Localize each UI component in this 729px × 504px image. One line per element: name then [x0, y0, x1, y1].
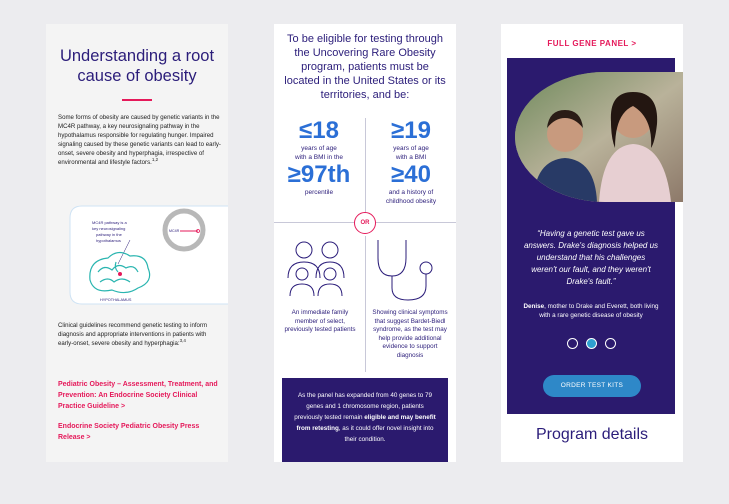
eligibility-panel	[274, 24, 456, 462]
intro-paragraph	[58, 113, 222, 167]
age-under-18-stat: ≤18	[299, 117, 339, 144]
bmi-40-stat: ≥40	[391, 161, 431, 188]
svg-text:pathway in the: pathway in the	[96, 232, 122, 237]
or-badge: OR	[354, 212, 376, 234]
panel-title: Understanding a root cause of obesity	[59, 47, 215, 85]
intro-citation: 1,2	[151, 156, 159, 162]
obesity-cause-panel	[46, 24, 228, 462]
testimonial-attribution: Denise, mother to Drake and Everett, both living with a rare genetic disease of obesity	[523, 303, 659, 319]
or-divider-left	[274, 222, 354, 223]
svg-text:hypothalamus: hypothalamus	[96, 238, 121, 243]
guidelines-citation: 3,4	[179, 337, 186, 343]
pediatric-criteria: ≤18 years of age with a BMI in the ≥97th percentile	[274, 118, 364, 197]
bardet-biedl-caption: Showing clinical symptoms that suggest Bardet-Biedl syndrome, as the test may help provide additional evidence to support diagnosis	[372, 309, 448, 359]
chevron-right-icon: >	[121, 403, 126, 410]
hypothalamus-marker	[118, 272, 122, 276]
full-gene-panel-link[interactable]: FULL GENE PANEL >	[547, 39, 637, 48]
chevron-right-icon: >	[631, 39, 637, 48]
carousel-dot-1[interactable]	[567, 338, 578, 349]
testimonial-panel	[501, 24, 683, 462]
attrib-name: Denise	[523, 303, 545, 310]
intro-text: Some forms of obesity are caused by genetic variants in the MC4R pathway, a key neurosignaling pathway in the hypothalamus responsible for regulating hunger. Impaired signaling caused by these genetic variants can lead to early-onset, severe obesity and hyperphagia, irrespective of environmental and lifestyle factors.	[58, 114, 221, 166]
age-over-19-stat: ≥19	[391, 117, 431, 144]
program-details-heading: Program details	[535, 426, 649, 443]
stethoscope-icon	[370, 236, 442, 306]
diagram-callout-line-1: MC4R pathway is a	[92, 220, 127, 225]
title-divider	[122, 99, 152, 101]
order-test-kits-button[interactable]: ORDER TEST KITS	[543, 375, 641, 397]
testimonial-quote: “Having a genetic test gave us answers. Drake's diagnosis helped us understand that his challenges weren't our fault, and they weren't Drake's fault.”	[523, 229, 659, 286]
mc4r-label: MC4R	[169, 229, 180, 233]
mother-and-son-photo	[515, 72, 683, 202]
retesting-emphasis: eligible and may benefit from retesting	[296, 414, 436, 432]
adult-criteria: ≥19 years of age with a BMI ≥40 and a history of childhood obesity	[366, 118, 456, 206]
press-release-link[interactable]: Endocrine Society Pediatric Obesity Press Release >	[58, 423, 200, 441]
family-icon	[282, 238, 354, 300]
bmi-97th-stat: ≥97th	[287, 161, 351, 188]
hypothalamus-diagram	[68, 202, 228, 308]
family-photo	[515, 72, 683, 202]
svg-text:key neurosignaling: key neurosignaling	[92, 226, 126, 231]
family-member-caption: An immediate family member of select, previously tested patients	[284, 309, 356, 333]
carousel-dot-2-active[interactable]	[586, 338, 597, 349]
eligibility-intro: To be eligible for testing through the Uncovering Rare Obesity program, patients must be located in the United States or its territories, and be:	[284, 33, 446, 101]
column-divider-lower	[365, 236, 366, 372]
guidelines-text: Clinical guidelines recommend genetic testing to inform diagnosis and appropriate interventions in patients with early-onset, severe obesity and hyperphagia:	[58, 322, 208, 347]
hypothalamus-label: HYPOTHALAMUS	[100, 298, 132, 302]
carousel-dot-3[interactable]	[605, 338, 616, 349]
guidelines-paragraph	[58, 321, 222, 348]
retesting-callout: As the panel has expanded from 40 genes to 79 genes and 1 chromosome region, patients previously tested remain eligible and may benefit from retesting, as it could offer novel insight into their condition.	[282, 378, 448, 462]
pediatric-obesity-guideline-link[interactable]: Pediatric Obesity – Assessment, Treatment, and Prevention: An Endocrine Society Clinical Practice Guideline >	[58, 381, 218, 410]
or-divider-right	[376, 222, 456, 223]
chevron-right-icon: >	[86, 434, 91, 441]
